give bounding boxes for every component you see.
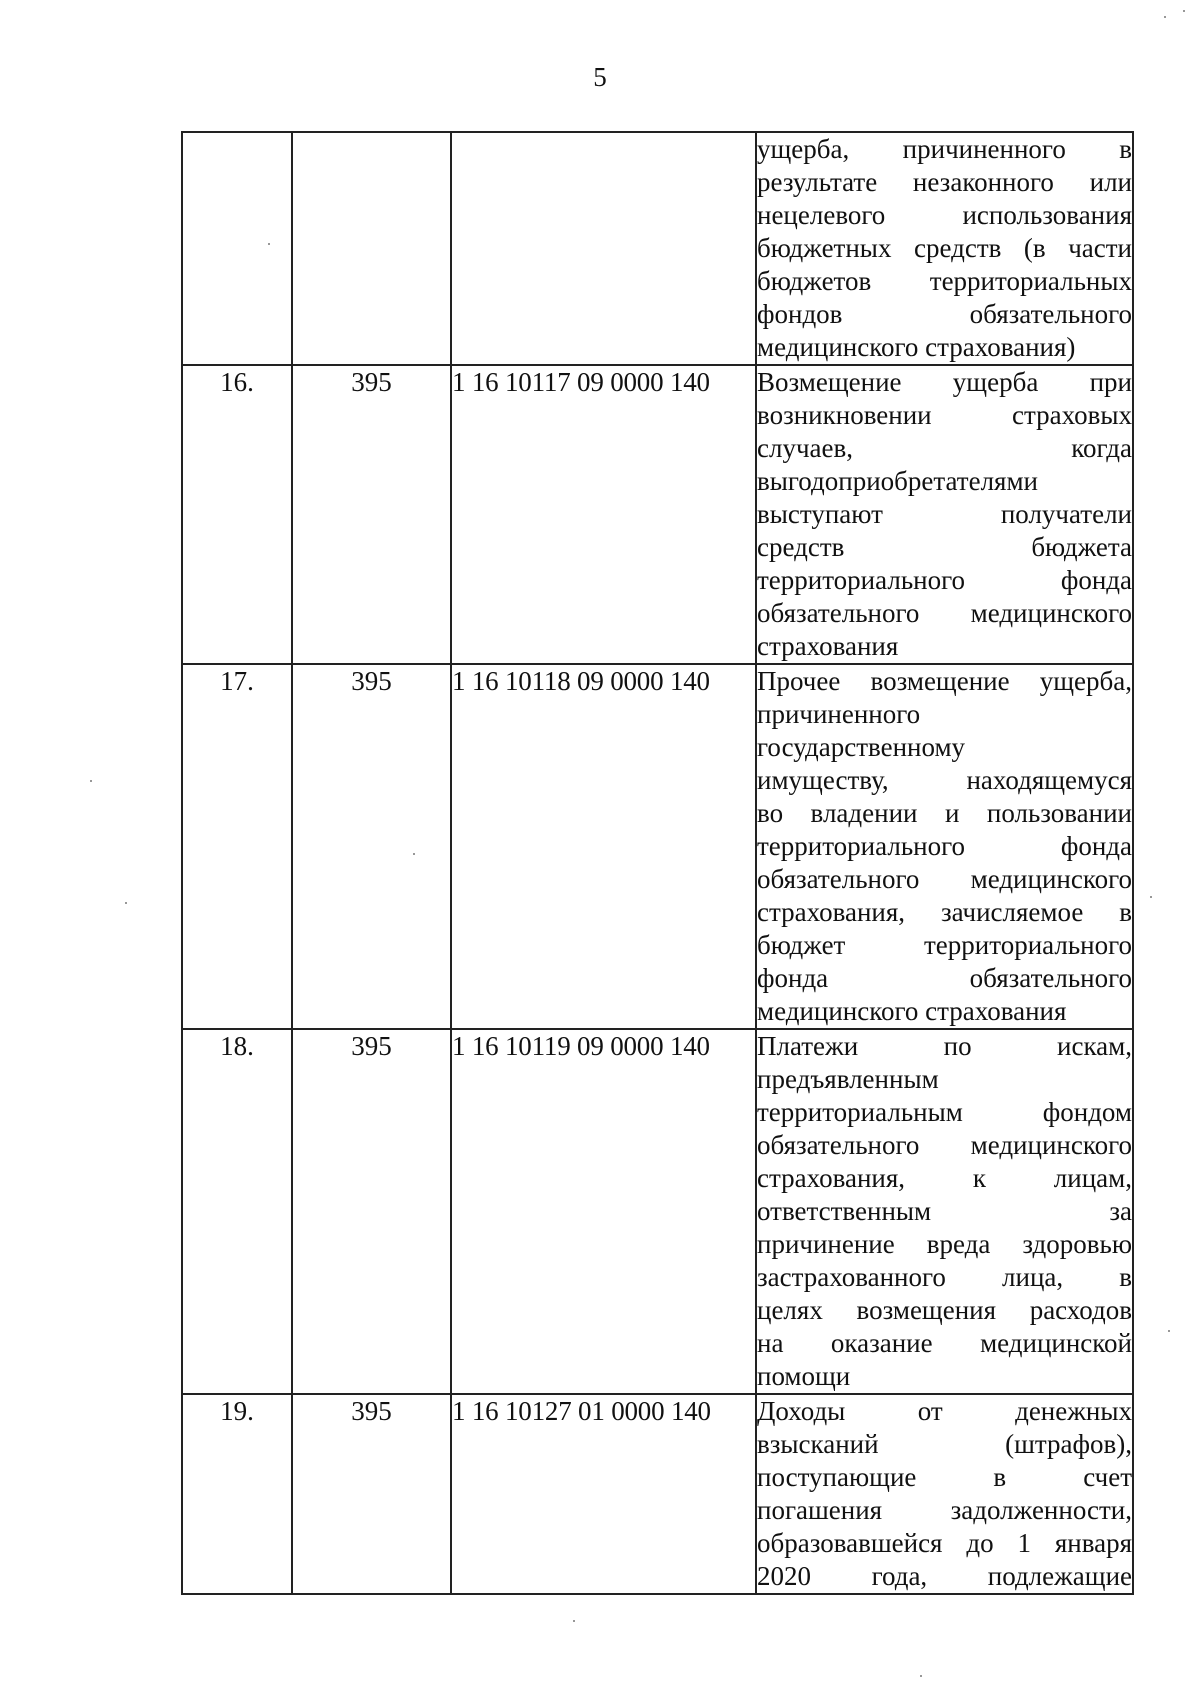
description-line: территориальным фондом	[757, 1097, 1132, 1127]
scan-speck	[125, 902, 127, 904]
scan-speck	[1164, 16, 1166, 18]
table-body	[182, 132, 1133, 1594]
description-line: медицинского страхования	[757, 996, 1067, 1026]
row-number-cell	[182, 132, 292, 365]
description-line: предъявленным	[757, 1064, 939, 1094]
scan-speck	[1183, 10, 1185, 12]
description-line: страхования, к лицам,	[757, 1163, 1132, 1193]
table-row	[182, 1394, 1133, 1594]
description-line: фонда обязательного	[757, 963, 1132, 993]
description-cell	[756, 664, 1133, 1029]
table-row	[182, 365, 1133, 664]
description-line: Возмещение ущерба при	[757, 367, 1132, 397]
description-line: средств бюджета	[757, 532, 1132, 562]
description-line: 2020 года, подлежащие	[757, 1561, 1132, 1591]
admin-code-cell	[292, 132, 451, 365]
description-line: обязательного медицинского	[757, 1130, 1132, 1160]
description-line: случаев, когда	[757, 433, 1132, 463]
description-line: целях возмещения расходов	[757, 1295, 1132, 1325]
scan-speck	[268, 243, 270, 245]
description-line: государственному	[757, 732, 966, 762]
scan-speck	[920, 1675, 922, 1677]
kbk-code-cell: 1 16 10127 01 0000 140	[451, 1394, 756, 1594]
description-line: ответственным за	[757, 1196, 1132, 1226]
scan-speck	[1168, 1330, 1170, 1332]
description-line: застрахованного лица, в	[757, 1262, 1132, 1292]
description-line: причинение вреда здоровью	[757, 1229, 1132, 1259]
scan-speck	[1150, 896, 1152, 898]
description-line: бюджетов территориальных	[757, 266, 1132, 296]
kbk-code-cell	[451, 132, 756, 365]
scan-speck	[573, 1620, 575, 1622]
description-line: фондов обязательного	[757, 299, 1132, 329]
description-line: взысканий (штрафов),	[757, 1429, 1132, 1459]
row-number-cell: 19.	[182, 1394, 292, 1594]
table-row	[182, 664, 1133, 1029]
description-line: выгодоприобретателями	[757, 466, 1038, 496]
description-line: возникновении страховых	[757, 400, 1132, 430]
admin-code-cell: 395	[292, 365, 451, 664]
description-line: медицинского страхования)	[757, 332, 1076, 362]
description-line: результате незаконного или	[757, 167, 1132, 197]
description-cell	[756, 1394, 1133, 1594]
page-number: 5	[593, 62, 607, 92]
description-line: страхования, зачисляемое в	[757, 897, 1132, 927]
description-line: ущерба, причиненного в	[757, 134, 1132, 164]
row-number-cell: 17.	[182, 664, 292, 1029]
kbk-code-cell: 1 16 10117 09 0000 140	[451, 365, 756, 664]
description-line: имуществу, находящемуся	[757, 765, 1132, 795]
description-line: обязательного медицинского	[757, 864, 1132, 894]
description-line: погашения задолженности,	[757, 1495, 1132, 1525]
description-line: территориального фонда	[757, 831, 1132, 861]
income-codes-table	[181, 131, 1134, 1595]
description-line: поступающие в счет	[757, 1462, 1132, 1492]
description-cell	[756, 132, 1133, 365]
description-line: нецелевого использования	[757, 200, 1132, 230]
kbk-code-cell: 1 16 10119 09 0000 140	[451, 1029, 756, 1394]
scan-speck	[90, 780, 92, 782]
description-line: выступают получатели	[757, 499, 1132, 529]
description-line: образовавшейся до 1 января	[757, 1528, 1132, 1558]
description-line: страхования	[757, 631, 899, 661]
kbk-code-cell: 1 16 10118 09 0000 140	[451, 664, 756, 1029]
admin-code-cell: 395	[292, 1029, 451, 1394]
row-number-cell: 18.	[182, 1029, 292, 1394]
description-line: помощи	[757, 1361, 851, 1391]
scan-speck	[413, 853, 415, 855]
description-line: причиненного	[757, 699, 921, 729]
row-number-cell: 16.	[182, 365, 292, 664]
description-line: Платежи по искам,	[757, 1031, 1132, 1061]
admin-code-cell: 395	[292, 664, 451, 1029]
description-line: бюджетных средств (в части	[757, 233, 1132, 263]
description-line: территориального фонда	[757, 565, 1132, 595]
description-line: обязательного медицинского	[757, 598, 1132, 628]
admin-code-cell: 395	[292, 1394, 451, 1594]
description-line: Доходы от денежных	[757, 1396, 1132, 1426]
description-cell	[756, 1029, 1133, 1394]
table-row	[182, 132, 1133, 365]
description-line: бюджет территориального	[757, 930, 1132, 960]
description-line: Прочее возмещение ущерба,	[757, 666, 1132, 696]
description-line: на оказание медицинской	[757, 1328, 1132, 1358]
table-row	[182, 1029, 1133, 1394]
description-cell	[756, 365, 1133, 664]
description-line: во владении и пользовании	[757, 798, 1132, 828]
